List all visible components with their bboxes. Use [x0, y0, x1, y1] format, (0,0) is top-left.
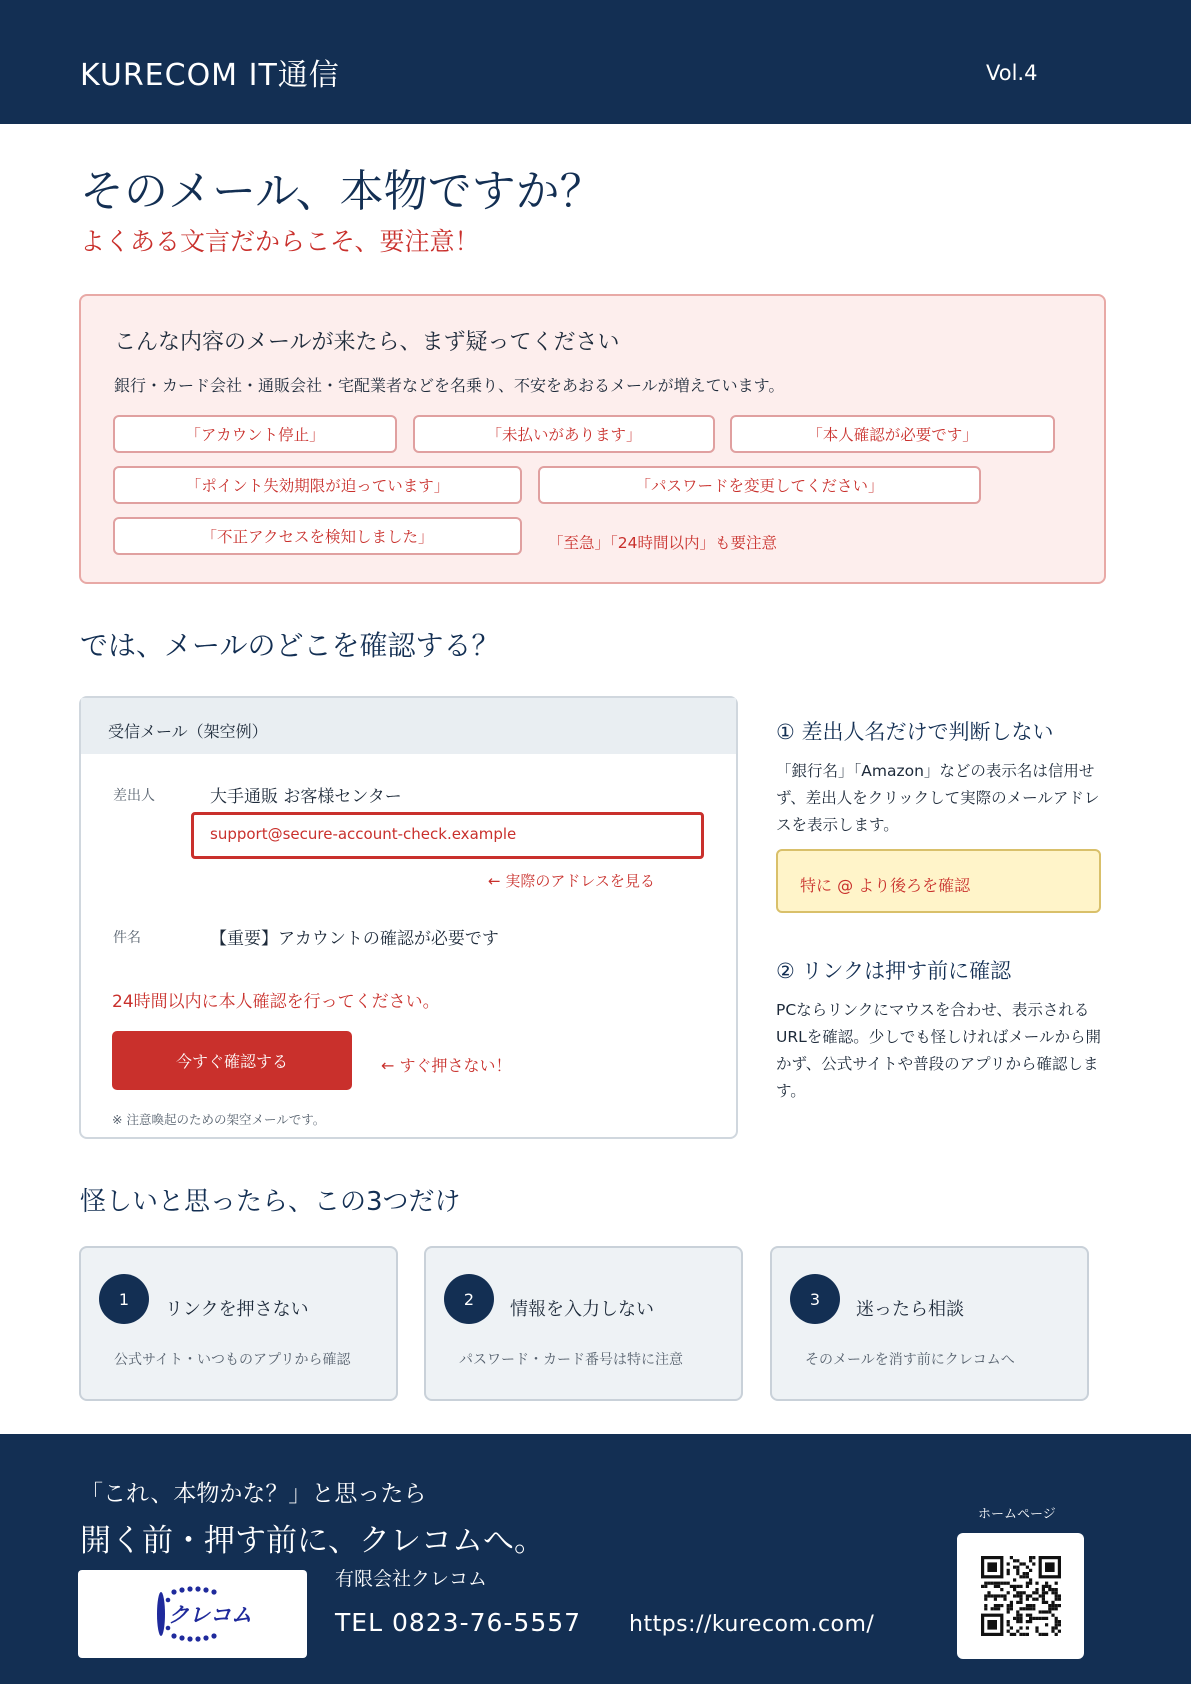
qr-code[interactable] — [957, 1533, 1084, 1659]
sender-address: support@secure-account-check.example — [210, 825, 517, 843]
sender-label: 差出人 — [113, 788, 155, 804]
newsletter-brand: KURECOM IT通信 — [80, 58, 340, 93]
tip1-highlight: 特に @ より後ろを確認 — [800, 876, 971, 895]
address-callout: ← 実際のアドレスを見る — [488, 872, 655, 890]
warning-description: 銀行・カード会社・通販会社・宅配業者などを名乗り、不安をあおるメールが増えています。 — [114, 376, 785, 395]
tip1-body: 「銀行名」「Amazon」などの表示名は信用せず、差出人をクリックして実際のメールアドレスを表示します。 — [776, 762, 1100, 834]
footer-tagline: 「これ、本物かな？」と思ったら — [80, 1481, 427, 1507]
phrase-chip: 「ポイント失効期限が迫っています」 — [113, 466, 522, 504]
step-title: リンクを押さない — [165, 1299, 309, 1320]
email-footnote: ※ 注意喚起のための架空メールです。 — [112, 1112, 326, 1127]
homepage-label: ホームページ — [978, 1507, 1056, 1522]
sender-name: 大手通販 お客様センター — [210, 787, 402, 807]
company-logo — [78, 1570, 307, 1658]
warning-title: こんな内容のメールが来たら、まず疑ってください — [114, 330, 620, 355]
page-title: そのメール、本物ですか？ — [80, 166, 604, 217]
tip2-title: ② リンクは押す前に確認 — [776, 959, 1012, 983]
section-title-check: では、メールのどこを確認する？ — [80, 629, 500, 662]
step-number: 1 — [99, 1274, 149, 1324]
email-header-label: 受信メール（架空例） — [108, 722, 268, 741]
phrase-chip: 「パスワードを変更してください」 — [538, 466, 981, 504]
phone-number: TEL 0823-76-5557 — [335, 1608, 582, 1637]
tip1-title: ① 差出人名だけで判断しない — [776, 720, 1054, 744]
section-title-actions: 怪しいと思ったら、この3つだけ — [80, 1187, 461, 1217]
company-name: 有限会社クレコム — [335, 1568, 488, 1590]
website-url[interactable]: https://kurecom.com/ — [629, 1612, 875, 1637]
page-subtitle: よくある文言だからこそ、要注意！ — [80, 227, 480, 256]
urgent-message: 24時間以内に本人確認を行ってください。 — [112, 992, 440, 1012]
phrase-chip: 「不正アクセスを検知しました」 — [113, 517, 522, 555]
step-title: 情報を入力しない — [510, 1299, 654, 1320]
tip2-body: PCならリンクにマウスを合わせ、表示されるURLを確認。少しでも怪しければメールから開かず、公式サイトや普段のアプリから確認します。 — [776, 1001, 1101, 1100]
subject-label: 件名 — [113, 930, 141, 946]
button-callout: ← すぐ押さない！ — [381, 1056, 512, 1075]
email-subject: 【重要】アカウントの確認が必要です — [210, 929, 499, 949]
phrase-chip: 「アカウント停止」 — [113, 415, 397, 453]
confirm-now-button[interactable]: 今すぐ確認する — [112, 1031, 352, 1090]
phrase-chip: 「本人確認が必要です」 — [730, 415, 1055, 453]
kurecom-logo-icon — [78, 1570, 307, 1658]
warning-note: 「至急」「24時間以内」も要注意 — [548, 534, 777, 552]
step-number: 2 — [444, 1274, 494, 1324]
step-desc: そのメールを消す前にクレコムへ — [805, 1352, 1015, 1368]
qr-code-icon — [957, 1533, 1084, 1659]
step-title: 迷ったら相談 — [856, 1299, 964, 1320]
step-number: 3 — [790, 1274, 840, 1324]
volume-number: Vol.4 — [986, 61, 1038, 85]
svg-text:クレコム: クレコム — [168, 1603, 252, 1627]
step-desc: 公式サイト・いつものアプリから確認 — [114, 1352, 351, 1368]
footer-cta: 開く前・押す前に、クレコムへ。 — [80, 1523, 545, 1559]
phrase-chip: 「未払いがあります」 — [413, 415, 715, 453]
step-desc: パスワード・カード番号は特に注意 — [459, 1352, 683, 1368]
